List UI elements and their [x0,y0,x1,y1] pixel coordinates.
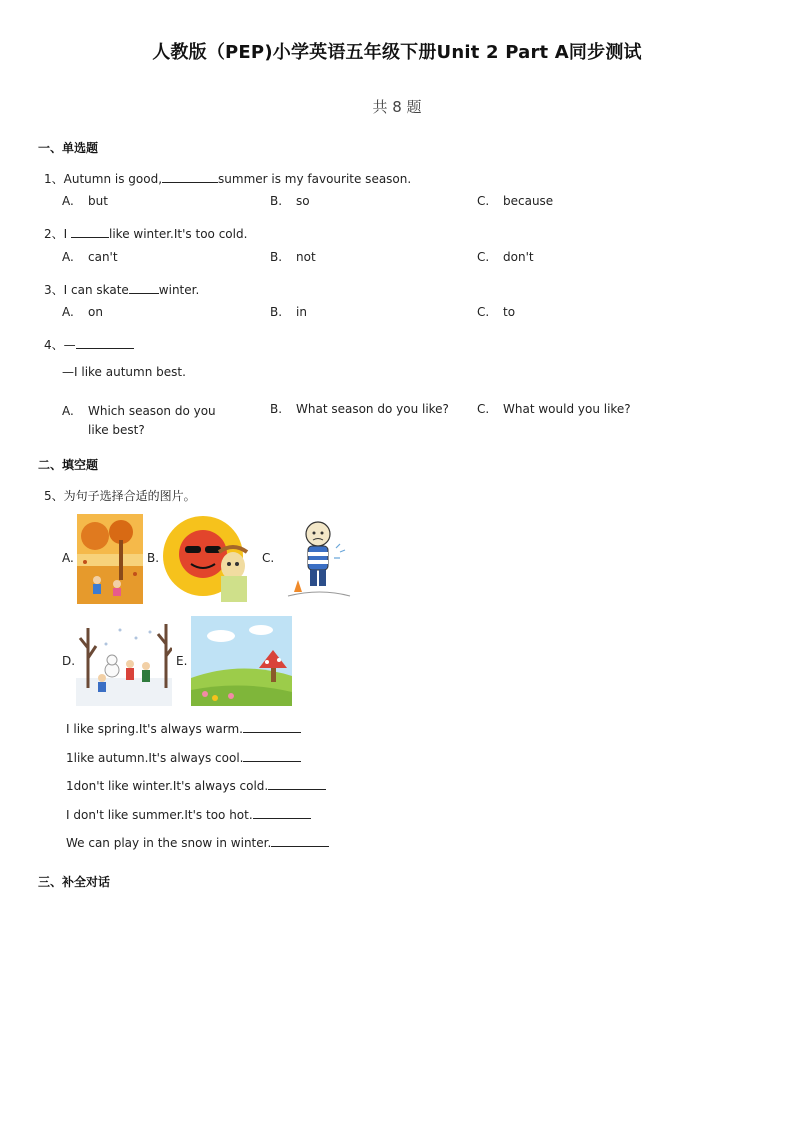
option-4a[interactable]: A. Which season do you like best? [62,404,216,437]
match-sentence-4: I don't like summer.It's too hot. [66,808,311,822]
answer-blank[interactable] [129,283,159,294]
page-title: 人教版（PEP)小学英语五年级下册Unit 2 Part A同步测试 [152,42,642,63]
answer-blank[interactable] [76,338,134,349]
answer-blank[interactable] [253,808,311,819]
answer-blank[interactable] [162,172,218,183]
answer-blank[interactable] [271,836,329,847]
autumn-picture-icon [77,514,143,604]
option-2b[interactable]: B. not [270,250,316,264]
option-4c[interactable]: C. What would you like? [477,402,631,416]
match-sentence-5: We can play in the snow in winter. [66,836,329,850]
picture-label-d: D. [62,654,76,668]
section-heading-dialogue: 三、补全对话 [38,875,111,889]
question-count: 共 8 题 [372,98,422,116]
spring-picture-icon [191,616,292,706]
option-4b[interactable]: B. What season do you like? [270,402,449,416]
picture-label-c: C. [262,551,275,565]
answer-blank[interactable] [71,227,109,238]
picture-label-b: B. [147,551,160,565]
option-3b[interactable]: B. in [270,305,307,319]
match-sentence-3: 1don't like winter.It's always cold. [66,779,326,793]
question-2: 2、I like winter.It's too cold. [44,227,248,241]
answer-blank[interactable] [243,751,301,762]
match-sentence-1: I like spring.It's always warm. [66,722,301,736]
question-3: 3、I can skate winter. [44,283,200,297]
option-1a[interactable]: A. but [62,194,108,208]
question-1: 1、Autumn is good, summer is my favourite season. [44,172,412,186]
question-4: 4、— [44,336,134,353]
picture-label-a: A. [62,551,74,565]
option-2c[interactable]: C. don't [477,250,534,264]
picture-label-e: E. [176,654,188,668]
winter-snow-picture-icon [76,618,172,706]
answer-blank[interactable] [268,779,326,790]
section-heading-single-choice: 一、单选题 [38,141,99,155]
option-1c[interactable]: C. because [477,194,554,208]
cold-man-picture-icon [284,518,356,604]
option-3c[interactable]: C. to [477,305,516,319]
question-5: 5、为句子选择合适的图片。 [44,489,196,503]
summer-sun-picture-icon [163,514,257,604]
question-4-reply: —I like autumn best. [62,365,186,379]
match-sentence-2: 1like autumn.It's always cool. [66,751,301,765]
answer-blank[interactable] [243,722,301,733]
option-2a[interactable]: A. can't [62,250,118,264]
option-3a[interactable]: A. on [62,305,103,319]
section-heading-fill-blank: 二、填空题 [38,458,99,472]
option-1b[interactable]: B. so [270,194,310,208]
